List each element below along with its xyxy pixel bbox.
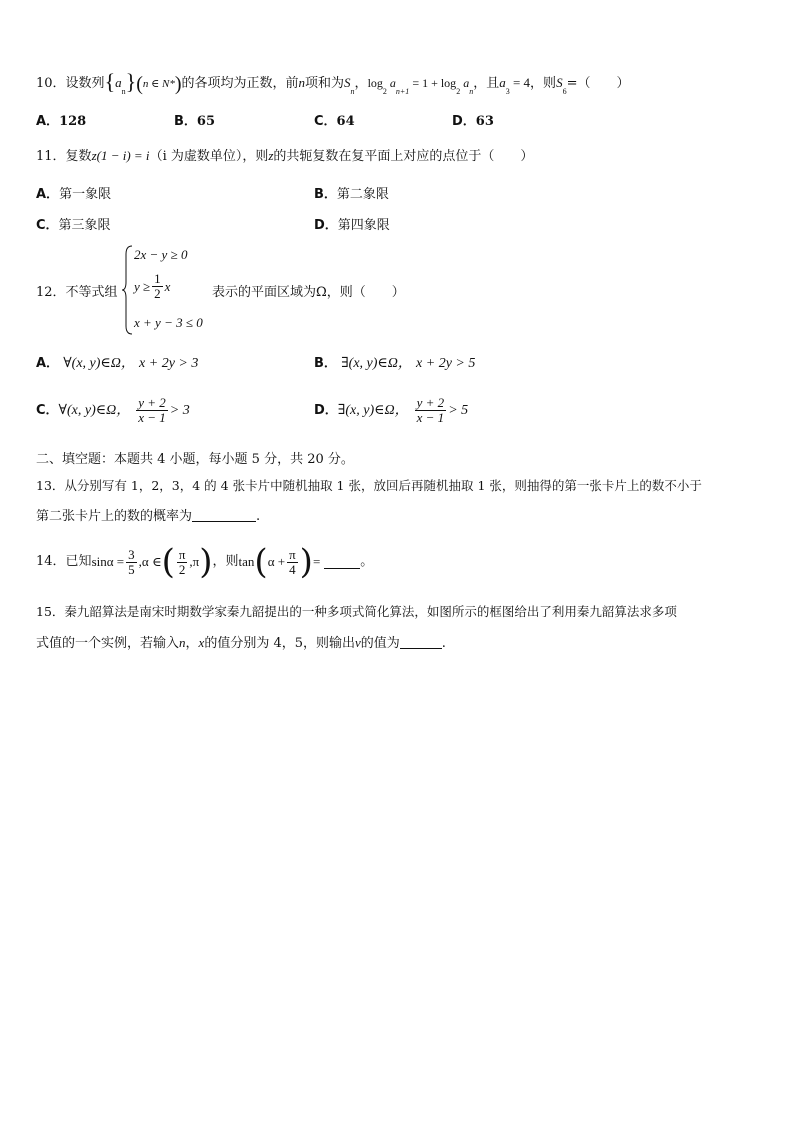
q11-option-c: C．第三象限 <box>36 218 111 233</box>
question-11 <box>36 146 533 167</box>
question-14: 14． 已知 sinα = $\frac{3}{5}$ ,α ∈ ( $\frac{\pi}{2}$ ,π ) ，则 tan ( α + $\frac{\pi}{4}$ ) = 。 <box>36 542 374 582</box>
q10-text1: 的各项均为正数，前 <box>181 76 299 91</box>
q10-lead: 设数列 <box>65 76 105 91</box>
q13-answer-blank[interactable] <box>192 509 256 522</box>
q10-S6: $S_6$ <box>556 75 567 96</box>
q12-text: 表示的平面区域为Ω，则（ ） <box>212 285 405 300</box>
q13-line-2: 第二张卡片上的数的概率为 . <box>36 509 261 524</box>
question-10: 10．设数列$\{a_n\}(n$ ∈ N*)的各项均为正数，前n项和为$S_n$，$\log_2 a_{n+1} = 1 + \log_2 a_n$，且$a_3 = 4$，则$S_6=$（ ） <box>36 69 630 96</box>
q10-option-d: D．63 <box>452 114 494 129</box>
q10-Sn: $S_n$ <box>344 75 355 96</box>
q12-ineq-2: y ≥ $\frac{1}{2}$ x <box>134 271 171 301</box>
q10-a3: $a_3 = 4$ <box>499 75 531 96</box>
q12-inequality-system <box>122 244 212 336</box>
q11-text2: 的共轭复数在复平面上对应的点位于（ ） <box>273 149 534 164</box>
q10-text2: 项和为 <box>305 76 345 91</box>
q11-lead: 复数 <box>65 149 92 164</box>
q15-answer-blank[interactable] <box>400 636 442 649</box>
q15-line-1: 15．秦九韶算法是南宋时期数学家秦九韶提出的一种多项式简化算法，如图所示的框图给出了利用秦九韶算法求多项 <box>36 604 677 619</box>
section-2-heading: 二、填空题：本题共 4 小题，每小题 5 分，共 20 分。 <box>36 452 354 467</box>
q11-text1: （i 为虚数单位），则 <box>149 149 269 164</box>
q11-expression: z(1 − i) = i <box>91 148 150 163</box>
q10-number: 10． <box>36 76 66 91</box>
q10-option-a: A．128 <box>36 114 87 129</box>
q12-ineq-3: x + y − 3 ≤ 0 <box>134 315 203 330</box>
q10-text3: ，且 <box>473 76 500 91</box>
q12-option-c: C． ∀(x, y)∈Ω， $\frac{y + 2}{x - 1}$ > 3 <box>36 395 190 425</box>
q15-line-2: 式值的一个实例，若输入n，x的值分别为 4，5，则输出v的值为 . <box>36 635 446 651</box>
q12-option-b: B． ∃(x, y)∈Ω， x + 2y > 5 <box>314 356 476 371</box>
q10-text4: ，则 <box>530 76 557 91</box>
q12-option-a: A． ∀(x, y)∈Ω， x + 2y > 3 <box>36 356 199 371</box>
q11-option-a: A．第一象限 <box>36 187 112 202</box>
q12-option-d: D． ∃(x, y)∈Ω， $\frac{y + 2}{x - 1}$ > 5 <box>314 395 469 425</box>
q11-number: 11． <box>36 149 66 164</box>
q12-number: 12． <box>36 285 66 300</box>
q11-z: z <box>268 148 274 163</box>
q11-option-b: B．第二象限 <box>314 187 389 202</box>
q12-lead: 不等式组 <box>65 285 118 300</box>
q14-answer-blank[interactable] <box>324 556 360 569</box>
q10-option-b: B．65 <box>174 114 216 129</box>
q12-ineq-1: 2x − y ≥ 0 <box>134 247 188 262</box>
q13-line-1: 13．从分别写有 1，2，3，4 的 4 张卡片中随机抽取 1 张，放回后再随机抽取 1 张，则抽得的第一张卡片上的数不小于 <box>36 478 702 493</box>
q10-n: n <box>298 75 306 90</box>
q11-option-d: D．第四象限 <box>314 218 390 233</box>
q10-sequence: $\{a_n\}(n$ ∈ N*) <box>104 69 182 96</box>
brace-icon <box>122 244 134 336</box>
q10-log-equation: $\log_2 a_{n+1} = 1 + \log_2 a_n$ <box>367 76 474 96</box>
question-12-lead <box>36 283 118 303</box>
q10-option-c: C．64 <box>314 114 355 129</box>
q10-tail: =（ ） <box>566 76 630 91</box>
